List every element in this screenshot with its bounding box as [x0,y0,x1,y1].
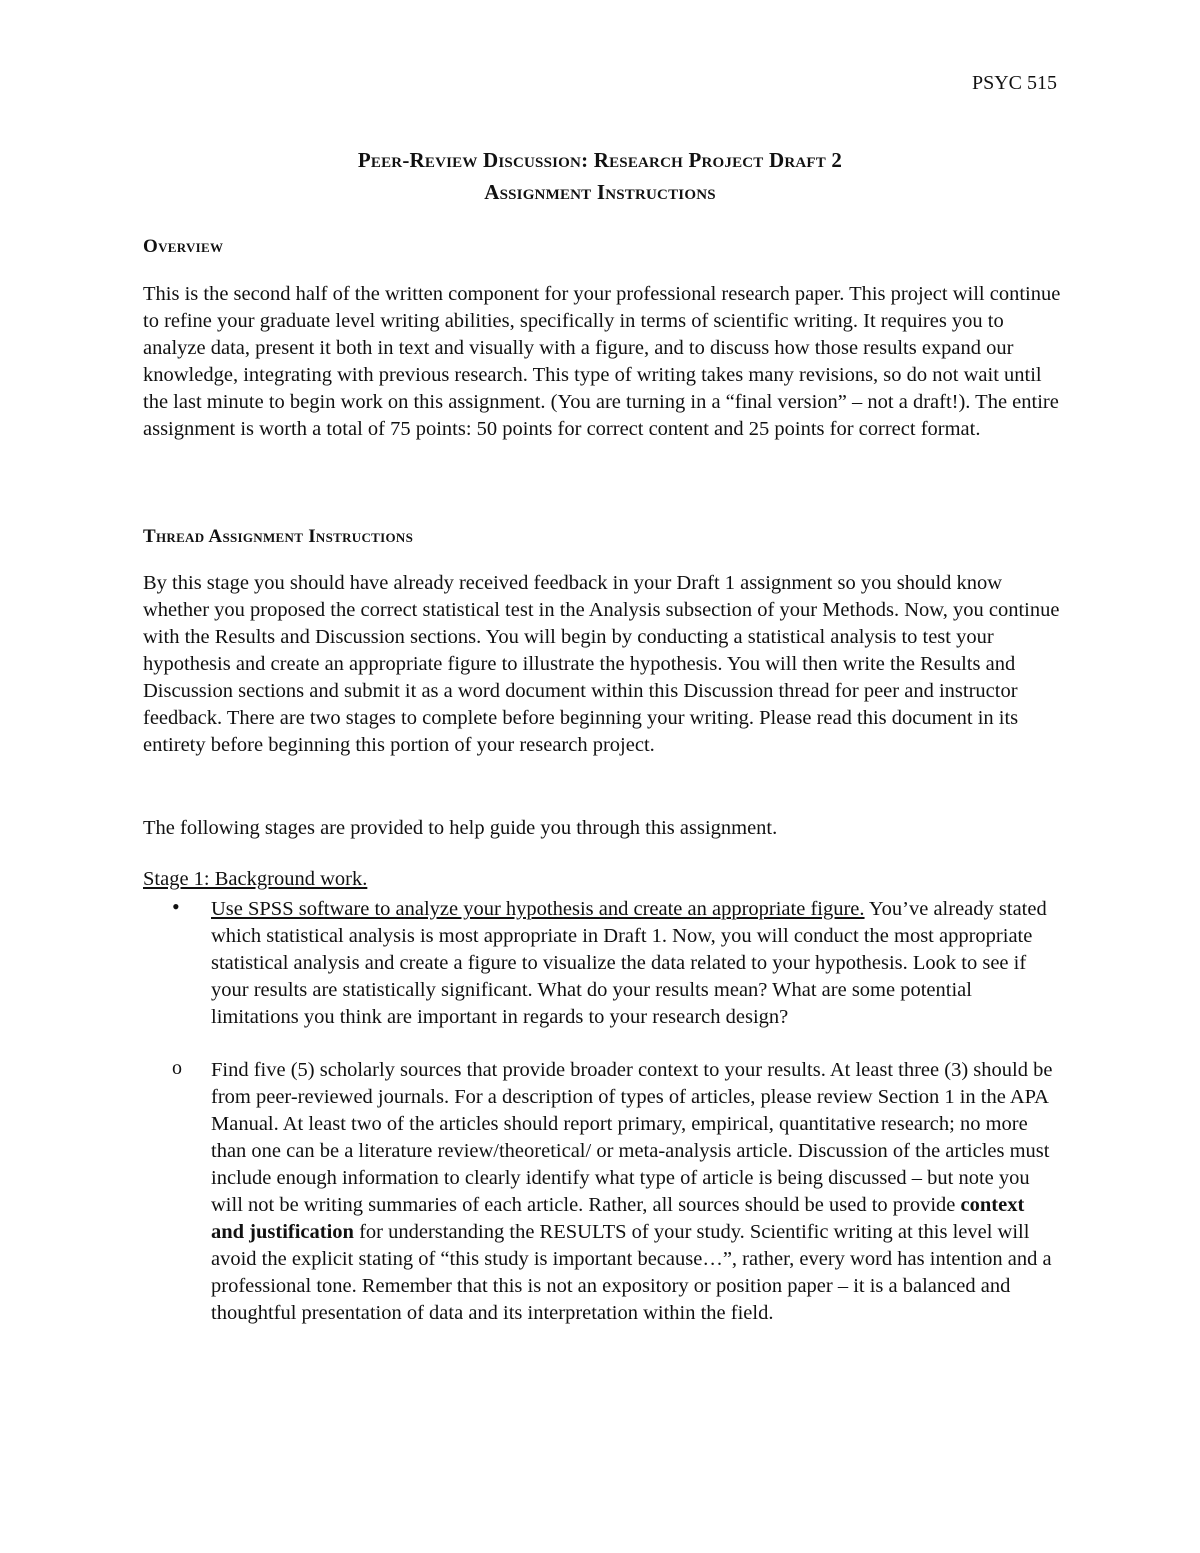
list-item-spss [211,896,1061,1031]
thread-instructions-paragraph: By this stage you should have already received feedback in your Draft 1 assignment so you should know whether you proposed the correct statistical test in the Analysis subsection of your Methods. Now, you continue with the Results and Discussion sections. You will begin by conducting a statistical analysis to test your hypothesis and create an appropriate figure to illustrate the hypothesis. You will then write the Results and Discussion sections and submit it as a word document within this Discussion thread for peer and instructor feedback. There are two stages to complete before beginning your writing. Please read this document in its entirety before beginning this portion of your research project. [143,572,1060,756]
overview-paragraph: This is the second half of the written component for your professional research paper. This project will continue to refine your graduate level writing abilities, specifically in terms of scientific writing. It requires you to analyze data, present it both in text and visually with a figure, and to discuss how those results expand our knowledge, integrating with previous research. This type of writing takes many revisions, so do not wait until the last minute to begin work on this assignment. (You are turning in a “final version” – not a draft!). The entire assignment is worth a total of 75 points: 50 points for correct content and 25 points for correct format. [143,283,1061,440]
stages-intro-paragraph: The following stages are provided to help guide you through this assignment. [143,817,778,839]
emphasis-text: context and justification [211,1194,1025,1243]
stage-1-label: Stage 1: Background work. [143,868,368,890]
document-subtitle: Assignment Instructions [484,180,716,204]
list-item-text: Find five (5) scholarly sources that provide broader context to your results. At least three (3) should be from peer-reviewed journals. For a description of types of articles, please review Section 1 in the APA Manual. At least two of the articles should report primary, empirical, quantitative research; no more than one can be a literature review/theoretical/ or meta-analysis article. Discussion of the articles must include enough information to clearly identify what type of article is being discussed – but note you will not be writing summaries of each article. Rather, all sources should be used to provide [211,1059,1053,1216]
course-header: PSYC 515 [971,72,1057,94]
list-item-sources [211,1057,1061,1327]
document-title: Peer-Review Discussion: Research Project Draft 2 [357,148,843,172]
bullet-marker: o [172,1057,182,1079]
overview-heading: Overview [143,236,224,257]
list-item-text: for understanding the RESULTS of your study. Scientific writing at this level will avoid the explicit stating of “this study is important because…”, rather, every word has intention and a professional tone. Remember that this is not an expository or position paper – it is a balanced and thoughtful presentation of data and its interpretation within the field. [211,1221,1052,1324]
bullet-marker: • [172,894,180,919]
thread-instructions-heading: Thread Assignment Instructions [143,526,414,547]
list-item-text: You’ve already stated which statistical analysis is most appropriate in Draft 1. Now, you will conduct the most appropriate statistical analysis and create a figure to visualize the data related to your hypothesis. Look to see if your results are statistically significant. What do your results mean? What are some potential limitations you think are important in regards to your research design? [211,898,1047,1028]
list-item-lead: Use SPSS software to analyze your hypothesis and create an appropriate figure. [211,898,865,920]
